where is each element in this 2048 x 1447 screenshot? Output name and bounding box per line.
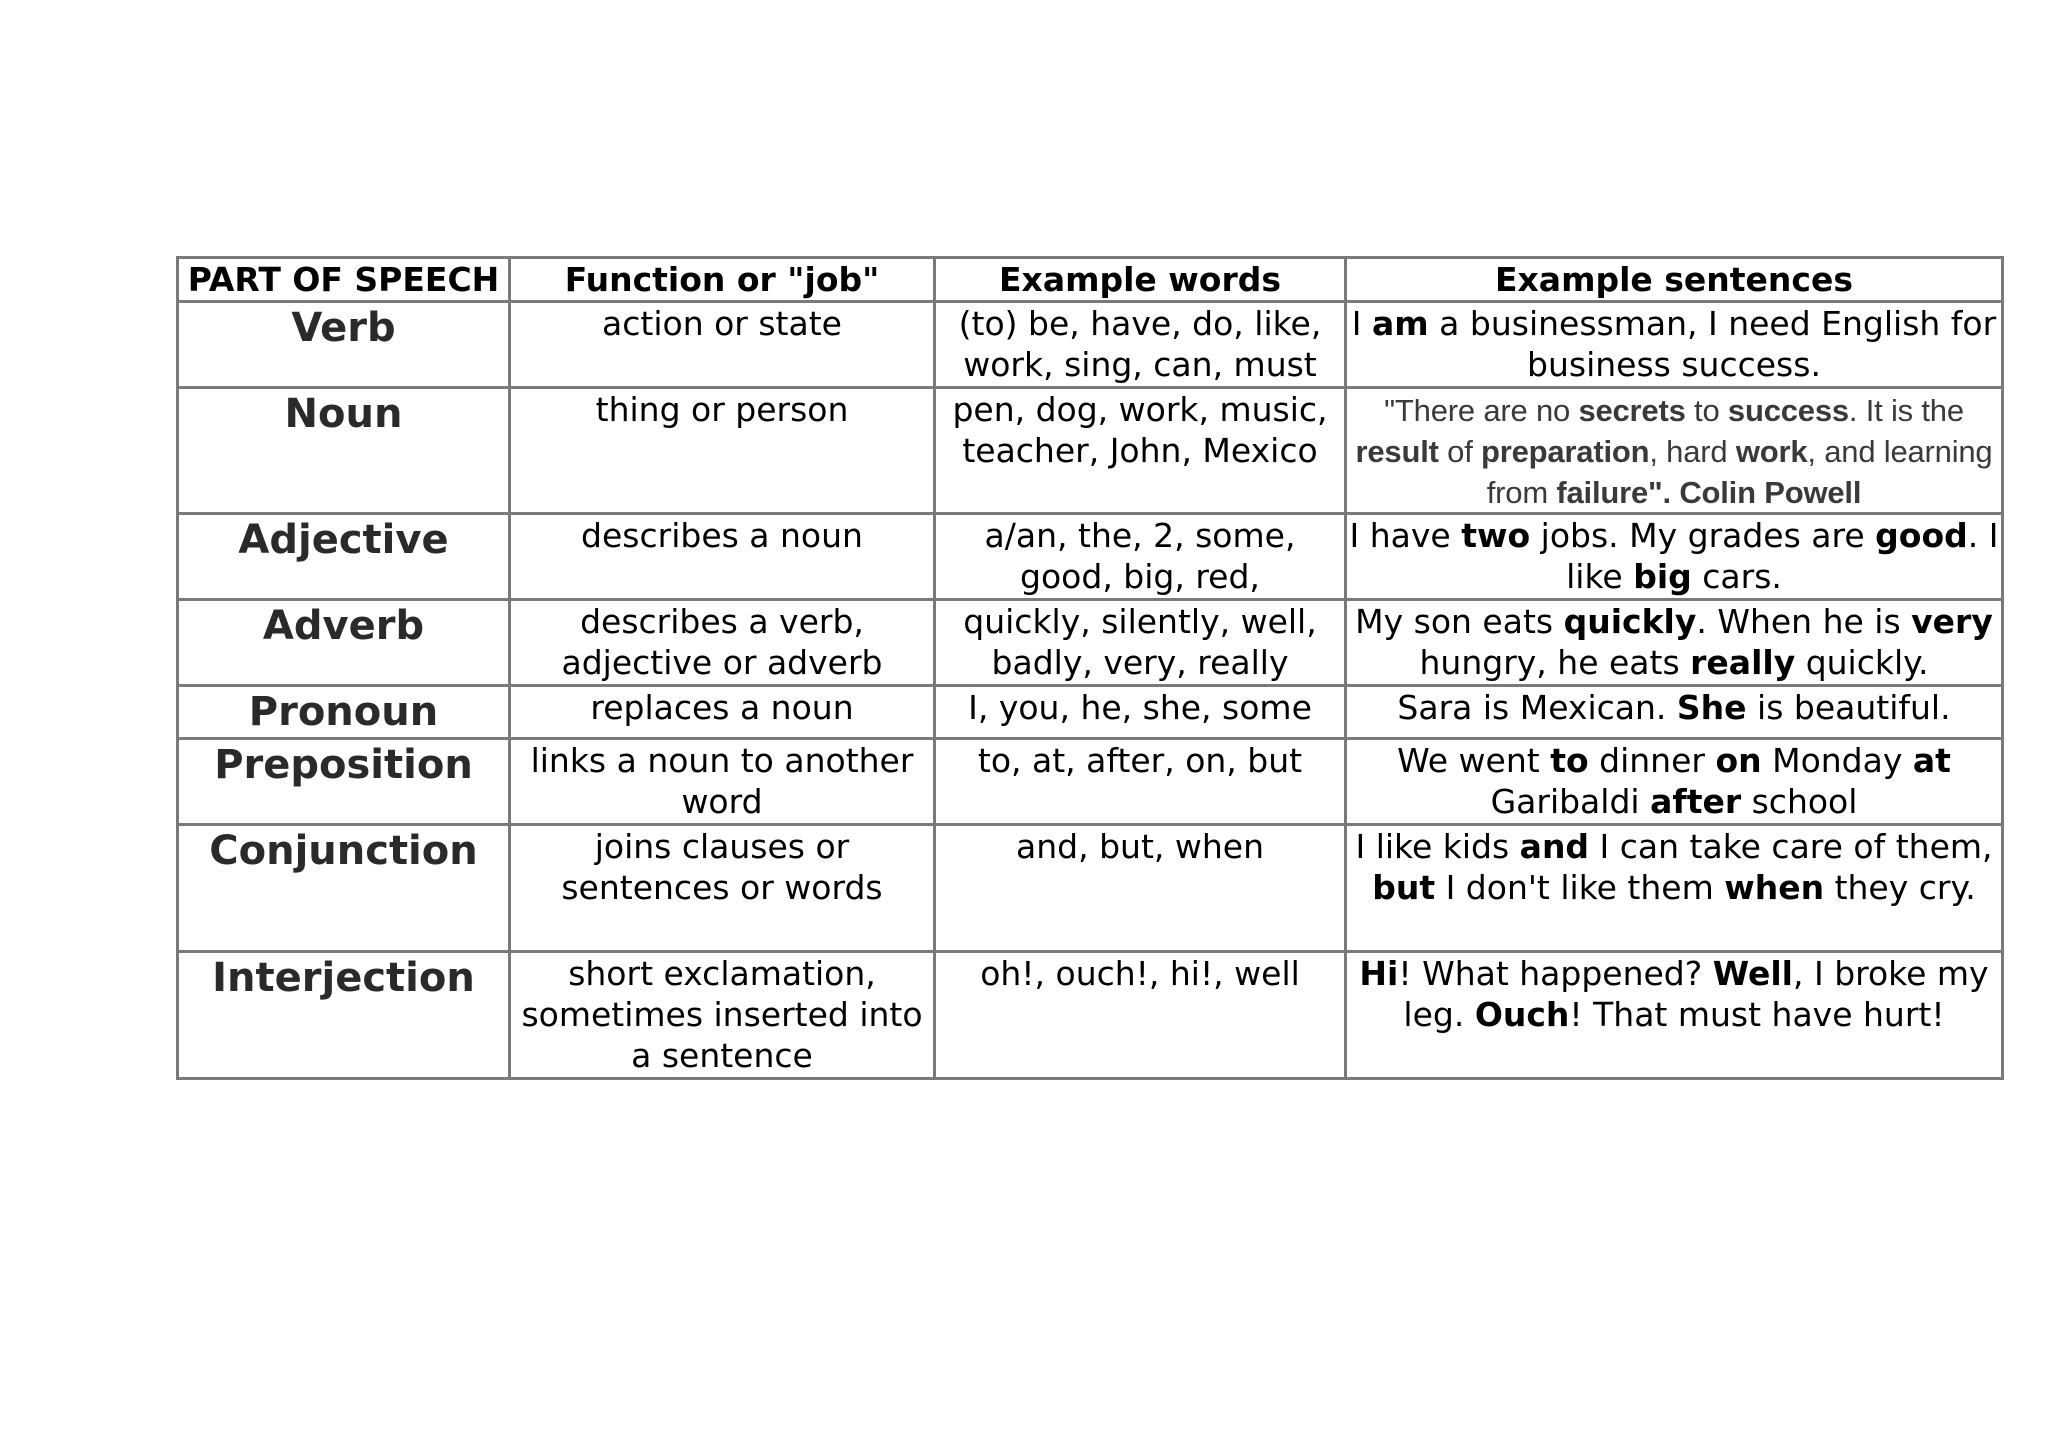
example-words-cell: and, but, when	[935, 825, 1346, 952]
function-cell: thing or person	[510, 388, 935, 514]
sentence-text: My son eats	[1355, 602, 1564, 641]
table-row	[178, 514, 2003, 600]
part-of-speech-cell: Verb	[178, 302, 510, 388]
part-of-speech-cell: Adjective	[178, 514, 510, 600]
emphasized-word: after	[1650, 782, 1742, 821]
emphasized-word: very	[1911, 602, 1993, 641]
emphasized-word: to	[1550, 741, 1589, 780]
sentence-text: to	[1685, 393, 1728, 428]
sentence-text: We went	[1397, 741, 1551, 780]
emphasized-word: quickly	[1563, 602, 1697, 641]
table-row	[178, 952, 2003, 1079]
emphasized-word: on	[1715, 741, 1762, 780]
emphasized-word: She	[1676, 688, 1747, 727]
sentence-text: "There are no	[1384, 393, 1579, 428]
example-sentence-cell	[1346, 388, 2003, 514]
part-of-speech-cell: Adverb	[178, 600, 510, 686]
emphasized-word: Ouch	[1474, 995, 1570, 1034]
emphasized-word: Hi	[1359, 954, 1399, 993]
sentence-text: ! What happened?	[1398, 954, 1713, 993]
table-row	[178, 739, 2003, 825]
header-function: Function or "job"	[510, 258, 935, 302]
emphasized-word: when	[1724, 868, 1825, 907]
emphasized-word: really	[1690, 643, 1796, 682]
part-of-speech-cell: Preposition	[178, 739, 510, 825]
table-row	[178, 600, 2003, 686]
sentence-text: I like kids	[1355, 827, 1520, 866]
emphasized-word: but	[1372, 868, 1436, 907]
header-row	[178, 258, 2003, 302]
sentence-text: cars.	[1691, 557, 1782, 596]
emphasized-word: preparation	[1481, 434, 1650, 469]
emphasized-word: result	[1355, 434, 1439, 469]
sentence-text: I don't like them	[1435, 868, 1725, 907]
sentence-text: dinner	[1588, 741, 1716, 780]
table-row	[178, 686, 2003, 739]
sentence-text: . I like	[1566, 516, 1999, 596]
sentence-text: , hard	[1649, 434, 1736, 469]
example-words-cell: oh!, ouch!, hi!, well	[935, 952, 1346, 1079]
sentence-text: Monday	[1761, 741, 1913, 780]
emphasized-word: and	[1519, 827, 1590, 866]
function-cell: describes a noun	[510, 514, 935, 600]
header-part-of-speech: PART OF SPEECH	[178, 258, 510, 302]
emphasized-word: at	[1912, 741, 1951, 780]
sentence-text: of	[1438, 434, 1482, 469]
example-words-cell: a/an, the, 2, some, good, big, red,	[935, 514, 1346, 600]
emphasized-word: failure". Colin Powell	[1556, 475, 1862, 510]
example-words-cell: (to) be, have, do, like, work, sing, can, must	[935, 302, 1346, 388]
table-row	[178, 302, 2003, 388]
emphasized-word: work	[1735, 434, 1808, 469]
function-cell: short exclamation, sometimes inserted into a sentence	[510, 952, 935, 1079]
sentence-text: , and learning from	[1486, 434, 1993, 510]
sentence-text: school	[1741, 782, 1858, 821]
sentence-text: Sara is Mexican.	[1397, 688, 1677, 727]
sentence-text: I	[1351, 304, 1373, 343]
parts-of-speech-table	[176, 256, 2004, 1080]
part-of-speech-cell: Pronoun	[178, 686, 510, 739]
example-sentence-cell	[1346, 952, 2003, 1079]
function-cell: joins clauses or sentences or words	[510, 825, 935, 952]
function-cell: links a noun to another word	[510, 739, 935, 825]
emphasized-word: success	[1727, 393, 1849, 428]
sentence-text: is beautiful.	[1746, 688, 1951, 727]
sentence-text: . When he is	[1696, 602, 1912, 641]
emphasized-word: good	[1875, 516, 1968, 555]
quote-text	[1356, 393, 1993, 510]
part-of-speech-cell: Conjunction	[178, 825, 510, 952]
emphasized-word: am	[1372, 304, 1429, 343]
header-example-words: Example words	[935, 258, 1346, 302]
part-of-speech-cell: Noun	[178, 388, 510, 514]
sentence-text: , I broke my leg.	[1403, 954, 1989, 1034]
sentence-text: jobs. My grades are	[1530, 516, 1876, 555]
function-cell: describes a verb, adjective or adverb	[510, 600, 935, 686]
sentence-text: a businessman, I need English for business success.	[1428, 304, 1997, 384]
example-words-cell: pen, dog, work, music, teacher, John, Mexico	[935, 388, 1346, 514]
sentence-text: I can take care of them,	[1589, 827, 1993, 866]
example-words-cell: I, you, he, she, some	[935, 686, 1346, 739]
emphasized-word: secrets	[1578, 393, 1686, 428]
sentence-text: I have	[1349, 516, 1462, 555]
table-row	[178, 825, 2003, 952]
example-sentence-cell	[1346, 600, 2003, 686]
example-sentence-cell	[1346, 514, 2003, 600]
table-row	[178, 388, 2003, 514]
sentence-text: ! That must have hurt!	[1569, 995, 1945, 1034]
sentence-text: Garibaldi	[1490, 782, 1651, 821]
sentence-text: . It is the	[1848, 393, 1964, 428]
example-words-cell: to, at, after, on, but	[935, 739, 1346, 825]
function-cell: replaces a noun	[510, 686, 935, 739]
emphasized-word: two	[1461, 516, 1531, 555]
example-sentence-cell	[1346, 302, 2003, 388]
example-sentence-cell	[1346, 825, 2003, 952]
sentence-text: quickly.	[1795, 643, 1929, 682]
example-words-cell: quickly, silently, well, badly, very, really	[935, 600, 1346, 686]
emphasized-word: big	[1633, 557, 1692, 596]
example-sentence-cell	[1346, 739, 2003, 825]
example-sentence-cell	[1346, 686, 2003, 739]
emphasized-word: Well	[1712, 954, 1793, 993]
sentence-text: hungry, he eats	[1419, 643, 1691, 682]
part-of-speech-cell: Interjection	[178, 952, 510, 1079]
header-example-sentences: Example sentences	[1346, 258, 2003, 302]
sentence-text: they cry.	[1824, 868, 1976, 907]
function-cell: action or state	[510, 302, 935, 388]
